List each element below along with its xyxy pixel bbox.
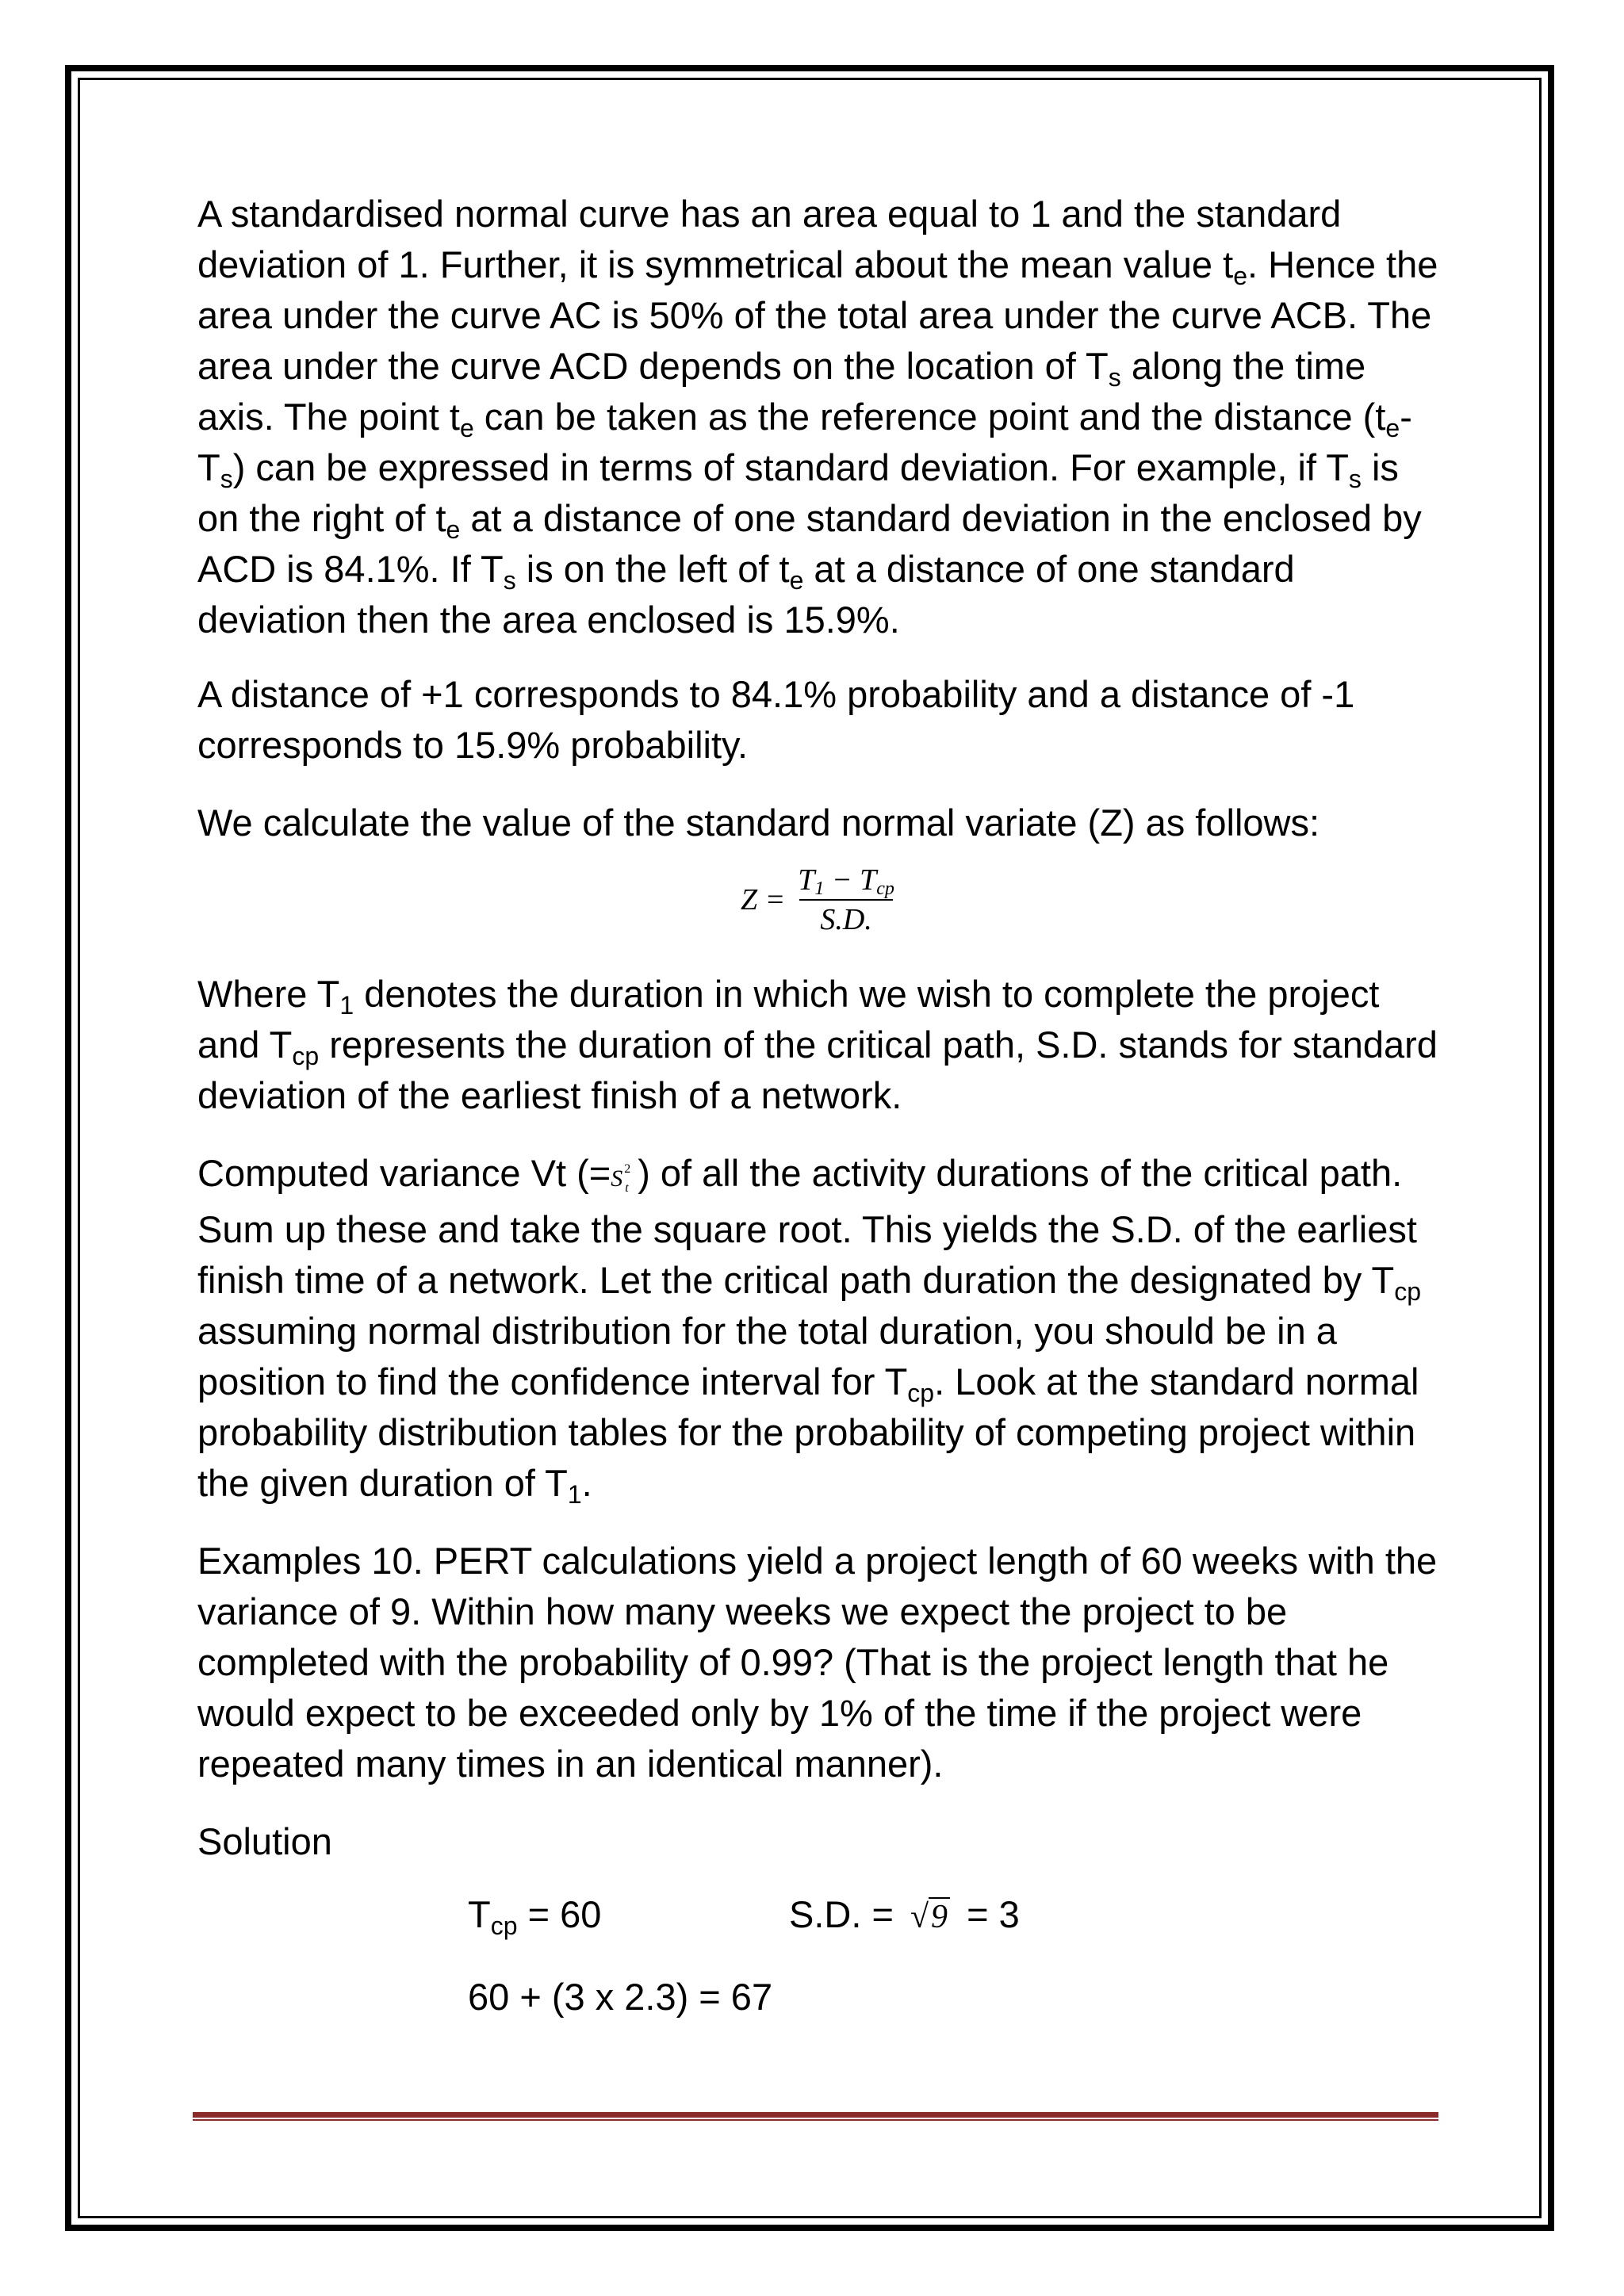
- paragraph-z-intro: We calculate the value of the standard normal variate (Z) as follows:: [197, 802, 1320, 844]
- paragraph-example-10: Examples 10. PERT calculations yield a project length of 60 weeks with the variance of 9. Within how many weeks we expect the project to be completed with the probability of 0.99? (That is the project length that he would expect to be exceeded only by 1% of the time if the project were repeated many times in an identical manner).: [197, 1540, 1438, 1785]
- z-equation: [197, 856, 1450, 943]
- equation-fraction: [793, 861, 899, 939]
- paragraph-computed-variance: Computed variance Vt (=S 2 t ) of all the activity durations of the critical path. Sum up these and take the square root. This yields the S.D. of the earliest finish time of a network. Let the critical path duration the designated by $T_{cp}$ assuming normal distribution for the total duration, you should be in a position to find the confidence interval for $T_{cp}$. Look at the standard normal probability distribution tables for the probability of competing project within the given duration of $T_1$.: [197, 1152, 1422, 1509]
- paragraph-normal-curve: A standardised normal curve has an area equal to 1 and the standard deviation of 1. Further, it is symmetrical about the mean value $t_e$. Hence the area under the curve AC is 50% of the total area under the curve ACB. The area under the curve ACD depends on the location of $T_s$ along the time axis. The point $t_e$ can be taken as the reference point and the distance ($t_e-$ $T_s$) can be expressed in terms of standard deviation. For example, if $T_s$ is on the right of $t_e$ at a distance of one standard deviation in the enclosed by ACD is 84.1%. If $T_s$ is on the left of $t_e$ at a distance of one standard deviation then the area enclosed is 15.9%.: [197, 193, 1438, 641]
- solution-heading: Solution: [197, 1820, 332, 1862]
- paragraph-distance-probability: A distance of +1 corresponds to 84.1% probability and a distance of -1 corresponds to 15.9% probability.: [197, 673, 1355, 766]
- document-body: [197, 189, 1450, 2034]
- paragraph-where-t1: Where $T_1$ denotes the duration in which we wish to complete the project and $T_{cp}$ represents the duration of the critical path, S.D. stands for standard deviation of the earliest finish of a network.: [197, 973, 1438, 1116]
- solution-block: [197, 1883, 1450, 2034]
- equation-lhs: Z =: [741, 883, 786, 916]
- sqrt-expression: √9: [910, 1892, 950, 1942]
- solution-result: 60 + (3 x 2.3) = 67: [468, 1976, 773, 2018]
- fraction-numerator: $T_1 - T_{cp}$: [798, 863, 894, 899]
- fraction-denominator: S.D.: [820, 903, 872, 936]
- variance-symbol: S 2 t: [611, 1162, 631, 1195]
- footer-rule-thin: [193, 2119, 1438, 2121]
- footer-rule: [193, 2112, 1438, 2118]
- solution-tcp: $T_{cp} = 60$: [468, 1893, 602, 1940]
- solution-sd: S.D. = √9 = 3: [789, 1889, 1020, 1942]
